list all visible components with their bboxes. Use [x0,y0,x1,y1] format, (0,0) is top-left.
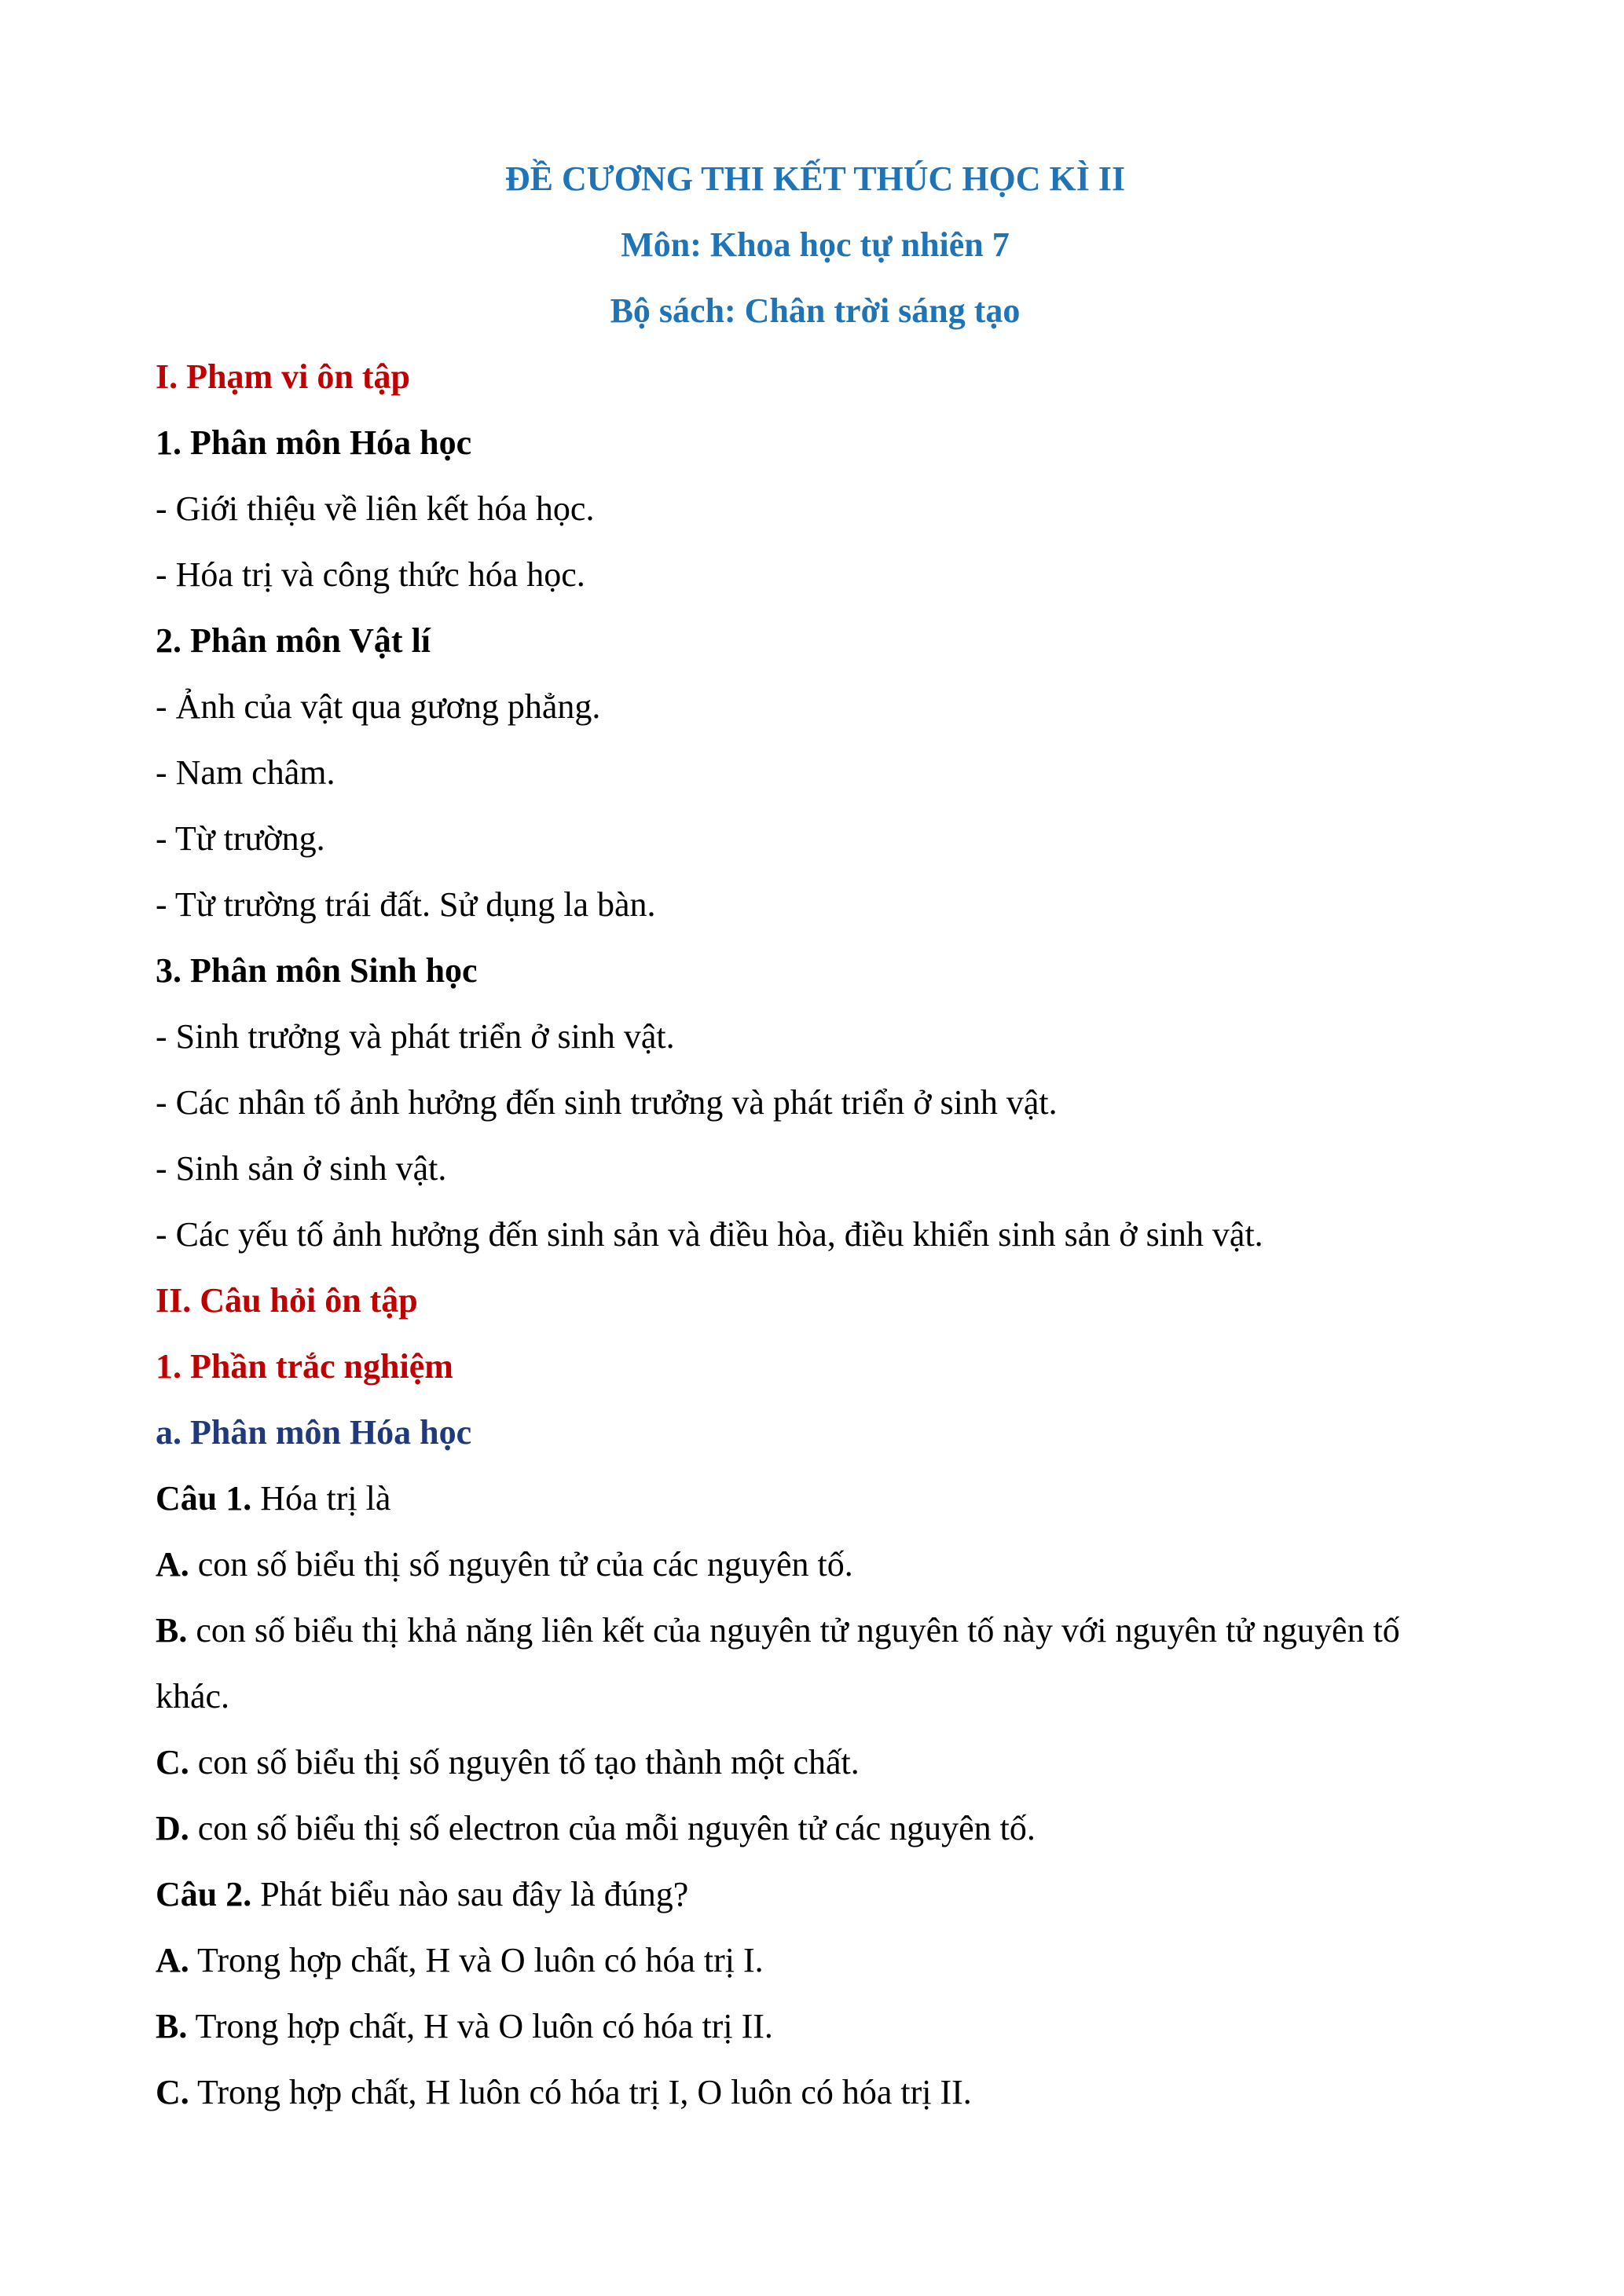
question-text: Hóa trị là [251,1479,391,1518]
answer-option-b [156,1598,1475,1730]
option-text: con số biểu thị số nguyên tử của các nguyên tố. [189,1545,853,1584]
question-2 [156,1862,1475,2126]
biology-heading: 3. Phân môn Sinh học [156,951,478,990]
answer-option-a [156,1532,1475,1598]
question-stem [156,1862,1475,1928]
chemistry-questions-heading: a. Phân môn Hóa học [156,1413,472,1452]
option-label: C. [156,2073,189,2111]
list-item: - Từ trường trái đất. Sử dụng la bàn. [156,885,656,924]
option-text: Trong hợp chất, H và O luôn có hóa trị II. [187,2007,773,2045]
option-label: B. [156,1611,188,1650]
subject-line: Môn: Khoa học tự nhiên 7 [621,225,1010,264]
option-label: C. [156,1743,189,1782]
list-item: - Giới thiệu về liên kết hóa học. [156,489,595,528]
answer-option-a [156,1928,1475,1994]
option-text: Trong hợp chất, H và O luôn có hóa trị I. [189,1941,764,1979]
option-label: D. [156,1809,189,1847]
book-line: Bộ sách: Chân trời sáng tạo [610,291,1021,330]
question-label: Câu 1. [156,1479,252,1518]
option-label: A. [156,1545,189,1584]
list-item: - Các yếu tố ảnh hưởng đến sinh sản và điều hòa, điều khiển sinh sản ở sinh vật. [156,1215,1263,1254]
option-label: B. [156,2007,188,2045]
question-text: Phát biểu nào sau đây là đúng? [251,1875,689,1913]
list-item: - Hóa trị và công thức hóa học. [156,555,585,594]
option-label: A. [156,1941,189,1979]
list-item: - Sinh trưởng và phát triển ở sinh vật. [156,1017,675,1056]
option-text: Trong hợp chất, H luôn có hóa trị I, O luôn có hóa trị II. [189,2073,972,2111]
question-stem [156,1466,1475,1532]
option-text: con số biểu thị số electron của mỗi nguyên tử các nguyên tố. [189,1809,1036,1847]
physics-heading: 2. Phân môn Vật lí [156,621,431,660]
answer-option-b [156,1994,1475,2060]
list-item: - Ảnh của vật qua gương phẳng. [156,687,601,726]
answer-option-c [156,1730,1475,1796]
list-item: - Các nhân tố ảnh hưởng đến sinh trưởng và phát triển ở sinh vật. [156,1083,1058,1122]
answer-option-c [156,2060,1475,2126]
chemistry-heading: 1. Phân môn Hóa học [156,423,472,462]
question-label: Câu 2. [156,1875,252,1913]
option-text: con số biểu thị số nguyên tố tạo thành một chất. [189,1743,860,1782]
list-item: - Từ trường. [156,819,325,858]
section-scope [156,344,1475,1268]
section-questions [156,1268,1475,2126]
document-title: ĐỀ CƯƠNG THI KẾT THÚC HỌC KÌ II [504,159,1126,198]
question-1 [156,1466,1475,1862]
section-heading-questions: II. Câu hỏi ôn tập [156,1281,418,1320]
document-header [156,146,1475,344]
list-item: - Sinh sản ở sinh vật. [156,1149,447,1188]
section-heading-scope: I. Phạm vi ôn tập [156,357,410,396]
answer-option-d [156,1796,1475,1862]
option-text: con số biểu thị khả năng liên kết của nguyên tử nguyên tố này với nguyên tử nguyên tố khác. [156,1611,1400,1716]
list-item: - Nam châm. [156,753,335,792]
multiple-choice-heading: 1. Phần trắc nghiệm [156,1347,453,1386]
